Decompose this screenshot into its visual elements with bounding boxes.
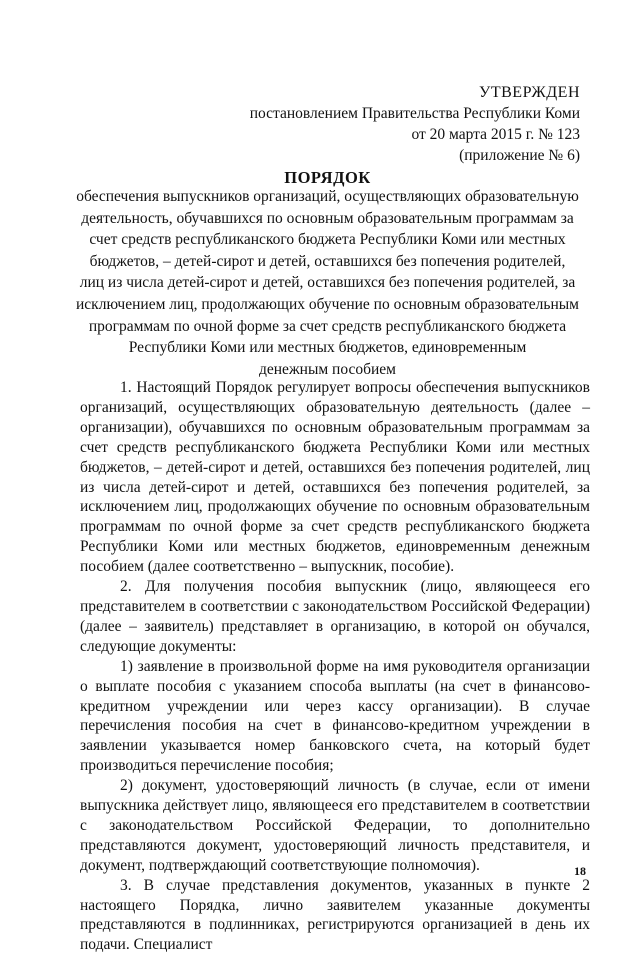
paragraph-3: 3. В случае представления документов, указанных в пункте 2 настоящего Порядка, лично заявителем указанные документы представляются в подлинниках, регистрируются организацией в день их подачи. Специалист	[80, 876, 590, 954]
subtitle-line: деятельность, обучавшихся по основным образовательным программам за	[81, 209, 574, 227]
document-title: ПОРЯДОК	[284, 168, 371, 187]
approval-heading: УТВЕРЖДЕН	[479, 84, 580, 101]
approval-appendix-line: (приложение № 6)	[459, 147, 580, 164]
paragraph-2-item-1: 1) заявление в произвольной форме на имя руководителя организации о выплате пособия с указанием способа выплаты (на счет в финансово-кредитном учреждении или через кассу организации). В случае перечисления пособия на счет в финансово-кредитном учреждении в заявлении указывается номер банковского счета, на который будет производиться перечисление пособия;	[80, 657, 590, 775]
subtitle-line: программам по очной форме за счет средств республиканского бюджета	[88, 317, 567, 335]
subtitle-line: исключением лиц, продолжающих обучение по основным образовательным	[76, 295, 579, 313]
subtitle-line: денежным пособием	[259, 360, 396, 378]
subtitle-line: Республики Коми или местных бюджетов, единовременным	[128, 339, 527, 357]
subtitle-line: лиц из числа детей-сирот и детей, оставшихся без попечения родителей, за	[79, 274, 576, 292]
approval-date-line: от 20 марта 2015 г. № 123	[411, 126, 580, 143]
subtitle-line: бюджетов, – детей-сирот и детей, оставшихся без попечения родителей,	[89, 252, 566, 270]
approval-resolution-line: постановлением Правительства Республики Коми	[249, 105, 580, 122]
approval-stamp-block	[250, 82, 580, 166]
paragraph-2-item-2: 2) документ, удостоверяющий личность (в случае, если от имени выпускника действует лицо, являющееся его представителем в соответствии с законодательством Российской Федерации, то дополнительно представляются документ, удостоверяющий личность представителя, и документ, подтверждающий соответствующие полномочия).	[80, 777, 590, 874]
page-number: 18	[574, 864, 586, 878]
document-subtitle	[70, 186, 585, 380]
subtitle-line: обеспечения выпускников организаций, осуществляющих образовательную	[76, 188, 579, 205]
paragraph-2: 2. Для получения пособия выпускник (лицо, являющееся его представителем в соответствии с законодательством Российской Федерации) (далее – заявитель) представляет в организацию, в которой он обучался, следующие документы:	[80, 578, 590, 655]
document-body	[80, 378, 590, 955]
paragraph-1: 1. Настоящий Порядок регулирует вопросы обеспечения выпускников организаций, осуществляющих образовательную деятельность (далее – организации), обучавшихся по основным образовательным программам за счет средств республиканского бюджета Республики Коми или местных бюджетов, – детей-сирот и детей, оставшихся без попечения родителей, лиц из числа детей-сирот и детей, оставшихся без попечения родителей, за исключением лиц, продолжающих обучение по основным образовательным программам по очной форме за счет средств республиканского бюджета Республики Коми или местных бюджетов, единовременным денежным пособием (далее соответственно – выпускник, пособие).	[80, 379, 590, 576]
subtitle-line: счет средств республиканского бюджета Республики Коми или местных	[89, 231, 566, 249]
